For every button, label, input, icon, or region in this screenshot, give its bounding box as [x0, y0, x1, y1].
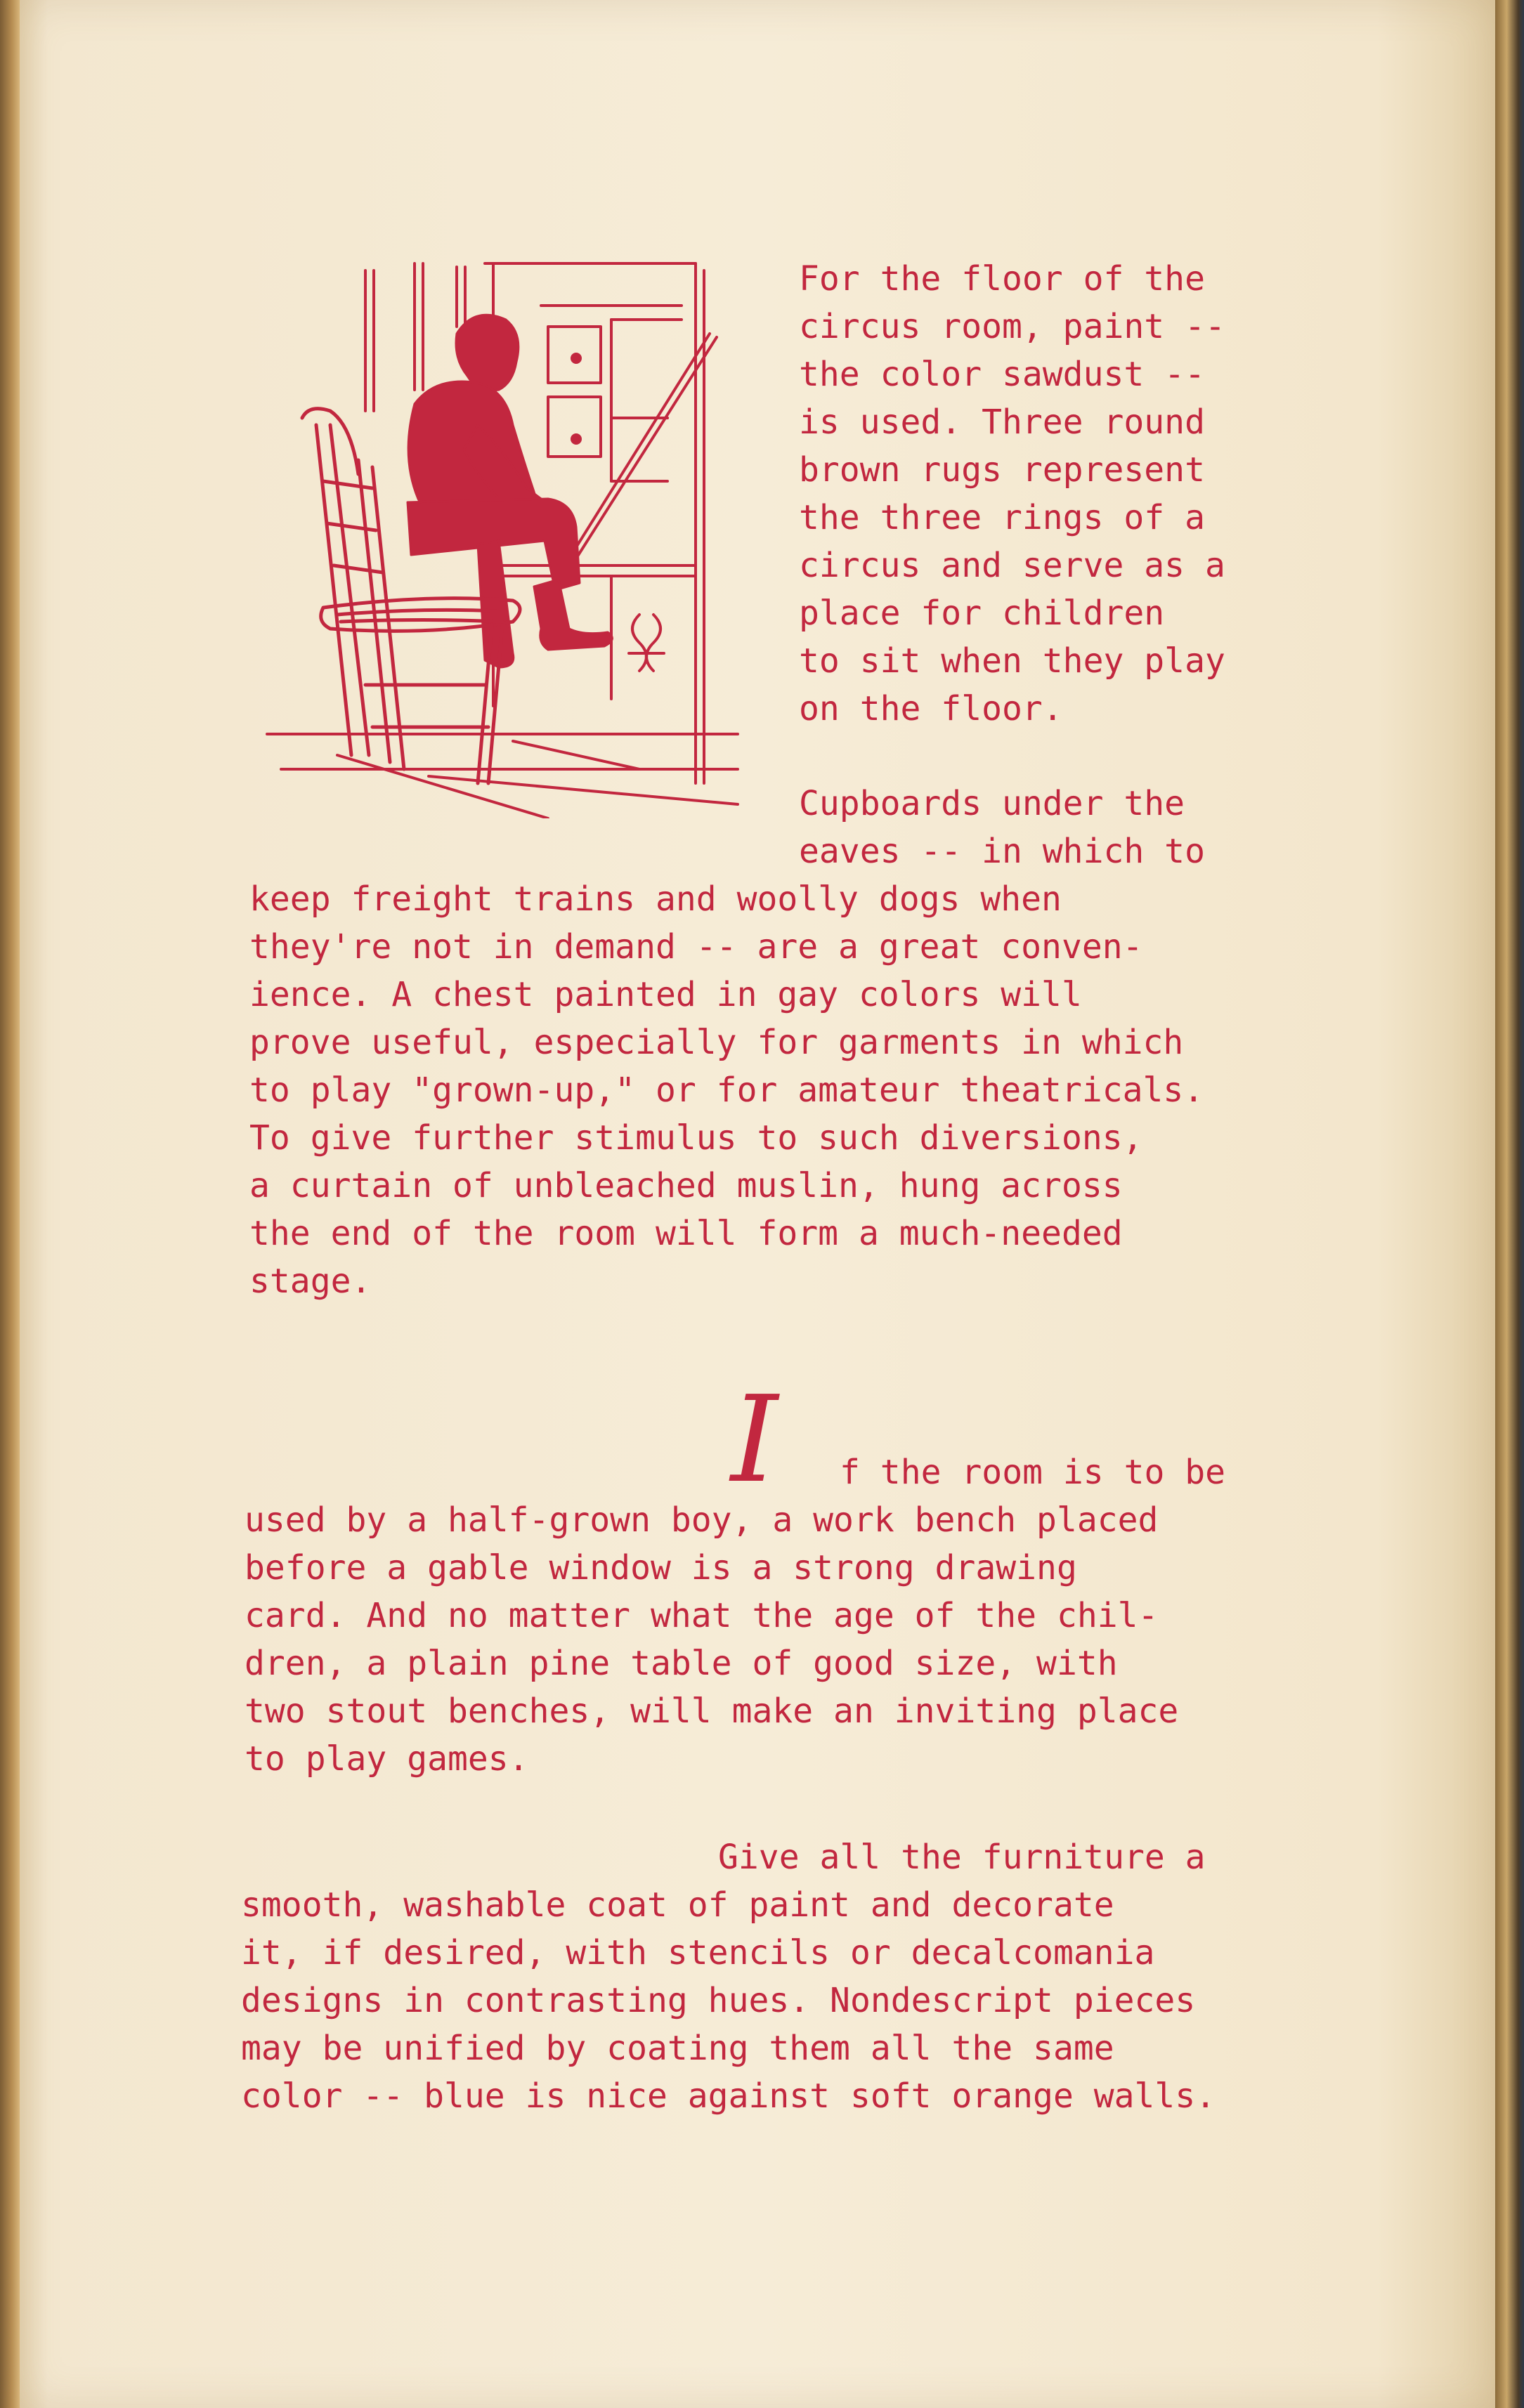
paragraph-3-line-5: dren, a plain pine table of good size, with	[245, 1644, 1118, 1683]
man-at-writing-desk-icon	[246, 249, 752, 818]
paragraph-1-line-9: to sit when they play	[799, 641, 1225, 681]
paragraph-2-line-6: prove useful, especially for garments in which	[249, 1023, 1184, 1062]
paragraph-3-line-7: to play games.	[245, 1739, 529, 1779]
paragraph-1-line-3: the color sawdust --	[799, 355, 1205, 394]
paragraph-3-line-3: before a gable window is a strong drawing	[245, 1548, 1077, 1588]
paragraph-2-line-11: stage.	[249, 1262, 372, 1301]
paragraph-2-line-4: they're not in demand -- are a great conven-	[249, 927, 1143, 967]
paragraph-4-line-6: color -- blue is nice against soft orange walls.	[241, 2076, 1216, 2116]
paragraph-1-line-5: brown rugs represent	[799, 450, 1205, 490]
paragraph-4-line-5: may be unified by coating them all the same	[241, 2029, 1114, 2068]
paragraph-3-line-4: card. And no matter what the age of the chil-	[245, 1596, 1159, 1635]
paragraph-1-line-7: circus and serve as a	[799, 546, 1225, 585]
paragraph-1-line-2: circus room, paint --	[799, 307, 1225, 346]
paragraph-2-line-1: Cupboards under the	[799, 784, 1185, 823]
script-initial-letter: I	[731, 1370, 779, 1510]
paragraph-3-line-2: used by a half-grown boy, a work bench placed	[245, 1500, 1159, 1540]
book-edge-left	[0, 0, 20, 2408]
paragraph-1-line-4: is used. Three round	[799, 403, 1205, 442]
paragraph-1-line-10: on the floor.	[799, 689, 1063, 728]
paragraph-2-line-3: keep freight trains and woolly dogs when	[249, 879, 1062, 919]
paragraph-4-line-1: Give all the furniture a	[718, 1838, 1206, 1877]
paragraph-2-line-5: ience. A chest painted in gay colors will	[249, 975, 1082, 1014]
paragraph-1-line-8: place for children	[799, 594, 1165, 633]
paragraph-1-line-1: For the floor of the	[799, 259, 1205, 299]
book-edge-right	[1495, 0, 1524, 2408]
paragraph-2-line-7: to play "grown-up," or for amateur theatricals.	[249, 1071, 1204, 1110]
paragraph-4-line-2: smooth, washable coat of paint and decorate	[241, 1885, 1114, 1925]
paragraph-2-line-9: a curtain of unbleached muslin, hung across	[249, 1166, 1123, 1205]
paragraph-4-line-3: it, if desired, with stencils or decalcomania	[241, 1933, 1155, 1972]
paragraph-2-line-2: eaves -- in which to	[799, 832, 1205, 871]
paragraph-2-line-10: the end of the room will form a much-needed	[249, 1214, 1123, 1253]
paragraph-1-line-6: the three rings of a	[799, 498, 1205, 537]
paragraph-3-line-1: f the room is to be	[840, 1453, 1226, 1492]
paragraph-3-line-6: two stout benches, will make an inviting place	[245, 1692, 1179, 1731]
paragraph-4-line-4: designs in contrasting hues. Nondescript pieces	[241, 1981, 1196, 2020]
paragraph-2-line-8: To give further stimulus to such diversions,	[249, 1118, 1143, 1158]
